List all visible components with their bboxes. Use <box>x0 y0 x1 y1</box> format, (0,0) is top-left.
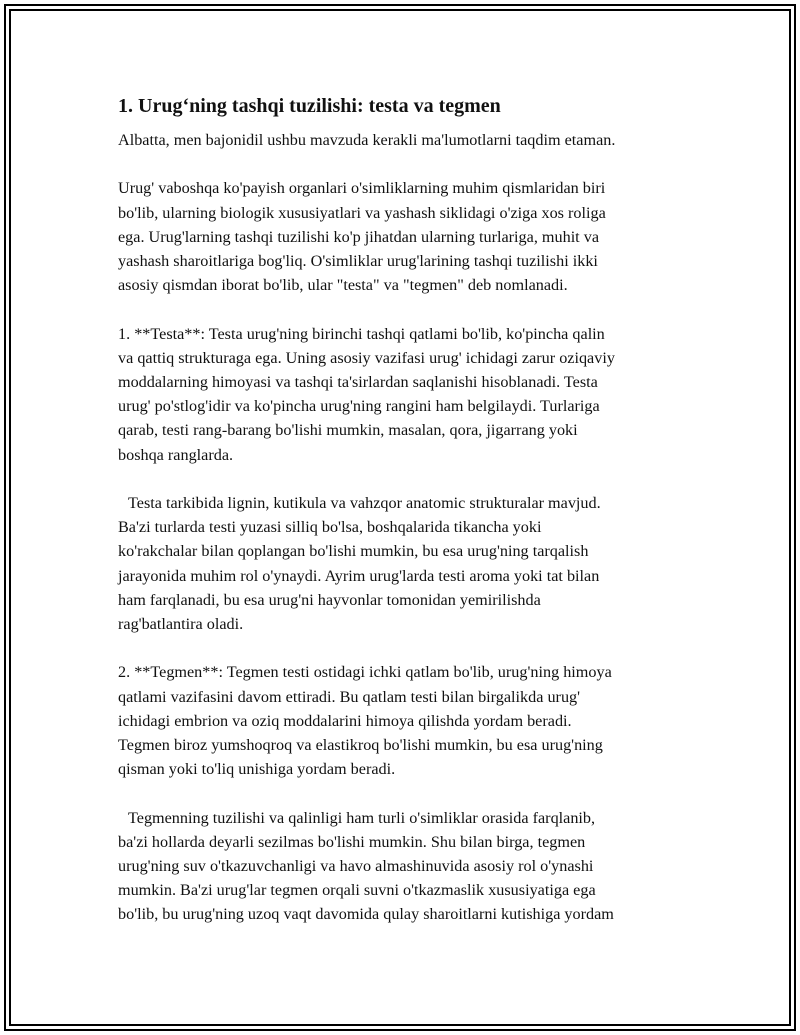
document-body <box>118 92 690 951</box>
tegmen-paragraph: 2. **Tegmen**: Tegmen testi ostidagi ichki qatlam bo'lib, urug'ning himoya qatlami vazifasini davom ettiradi. Bu qatlam testi bilan birgalikda urug' ichidagi embrion va oziq moddalarini himoya qilishda yordam beradi. Tegmen biroz yumshoqroq va elastikroq bo'lishi mumkin, bu esa urug'ning qisman yoki to'liq unishiga yordam beradi. <box>118 663 612 779</box>
section-heading: 1. Urug‘ning tashqi tuzilishi: testa va tegmen <box>118 95 501 117</box>
testa-paragraph: 1. **Testa**: Testa urug'ning birinchi tashqi qatlami bo'lib, ko'pincha qalin va qattiq strukturaga ega. Uning asosiy vazifasi urug' ichidagi zarur oziqaviy moddalarning himoyasi va tashqi ta'sirlardan saqlanishi hisoblanadi. Testa urug' po'stlog'idir va ko'pincha urug'ning rangini ham belgilaydi. Turlariga qarab, testi rang-barang bo'lishi mumkin, masalan, qora, jigarrang yoki boshqa ranglarda. <box>118 324 615 464</box>
testa-detail-paragraph: Testa tarkibida lignin, kutikula va vahzqor anatomic strukturalar mavjud. Ba'zi turlarda testi yuzasi silliq bo'lsa, boshqalarida tikancha yoki ko'rakchalar bilan qoplangan bo'lishi mumkin, bu esa urug'ning tarqalish jarayonida muhim rol o'ynaydi. Ayrim urug'larda testi aroma yoki tat bilan ham farqlanadi, bu esa urug'ni hayvonlar tomonidan yemirilishda rag'batlantira oladi. <box>118 494 601 634</box>
intro-paragraph: Albatta, men bajonidil ushbu mavzuda kerakli ma'lumotlarni taqdim etaman. <box>118 131 616 149</box>
tegmen-detail-paragraph: Tegmenning tuzilishi va qalinligi ham turli o'simliklar orasida farqlanib, ba'zi hollarda deyarli sezilmas bo'lishi mumkin. Shu bilan birga, tegmen urug'ning suv o'tkazuvchanligi va havo almashinuvida asosiy rol o'ynashi mumkin. Ba'zi urug'lar tegmen orqali suvni o'tkazmaslik xususiyatiga ega bo'lib, bu urug'ning uzoq vaqt davomida qulay sharoitlarni kutishiga yordam <box>118 808 614 924</box>
overview-paragraph: Urug' vaboshqa ko'payish organlari o'simliklarning muhim qismlaridan biri bo'lib, ularning biologik xususiyatlari va yashash siklidagi o'ziga xos roliga ega. Urug'larning tashqi tuzilishi ko'p jihatdan ularning turlariga, muhit va yashash sharoitlariga bog'liq. O'simliklar urug'larining tashqi tuzilishi ikki asosiy qismdan iborat bo'lib, ular "testa" va "tegmen" deb nomlanadi. <box>118 179 606 295</box>
